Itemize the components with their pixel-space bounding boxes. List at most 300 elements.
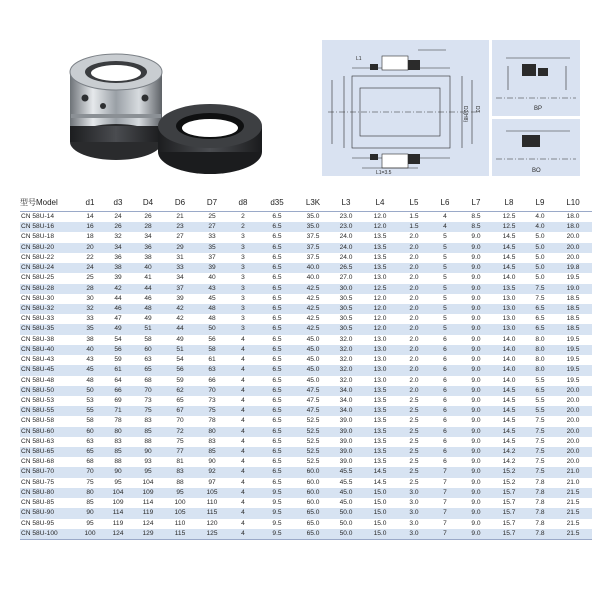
value-cell: 8.0 <box>526 345 554 355</box>
value-cell: 34.0 <box>330 386 362 396</box>
value-cell: 9.0 <box>471 519 481 527</box>
value-cell: 7 <box>443 478 447 486</box>
value-cell: 3 <box>228 324 258 334</box>
value-cell: 104 <box>142 478 154 486</box>
value-cell: 6.5 <box>272 437 282 445</box>
value-cell: 27 <box>176 233 184 241</box>
value-cell: 4 <box>228 467 258 477</box>
value-cell: 18.5 <box>554 304 592 314</box>
table-row <box>20 253 592 263</box>
value-cell: 20.0 <box>554 406 592 416</box>
value-cell: 70 <box>132 386 164 396</box>
value-cell: 43 <box>86 356 94 364</box>
table-row <box>20 508 592 518</box>
value-cell: 18.5 <box>566 315 580 323</box>
value-cell: 4 <box>241 396 245 404</box>
value-cell: 6.5 <box>272 376 282 384</box>
value-cell: 14.2 <box>502 458 516 466</box>
column-header: D4 <box>132 194 164 212</box>
value-cell: 6.5 <box>272 213 282 220</box>
value-cell: 18.5 <box>566 294 580 302</box>
value-cell: 30.5 <box>330 304 362 314</box>
value-cell: 50.0 <box>330 529 362 540</box>
value-cell: 6.5 <box>272 335 282 343</box>
value-cell: 88 <box>144 437 152 445</box>
value-cell: 3.0 <box>398 488 430 498</box>
value-cell: 6 <box>443 458 447 466</box>
value-cell: 78 <box>114 417 122 425</box>
value-cell: 47.5 <box>296 386 330 396</box>
value-cell: 2 <box>241 213 245 220</box>
value-cell: 45 <box>76 365 104 375</box>
value-cell: 15.7 <box>502 499 516 507</box>
value-cell: 6.5 <box>258 345 296 355</box>
column-header: D6 <box>164 194 196 212</box>
value-cell: 20.0 <box>566 437 580 445</box>
value-cell: 1.5 <box>409 213 419 220</box>
value-cell: 34.0 <box>339 396 353 404</box>
value-cell: 45.0 <box>330 488 362 498</box>
value-cell: 35 <box>196 243 228 253</box>
value-cell: 6 <box>430 365 460 375</box>
value-cell: 7.5 <box>526 427 554 437</box>
value-cell: 20.0 <box>554 427 592 437</box>
value-cell: 13.5 <box>362 427 398 437</box>
value-cell: 7.5 <box>535 294 545 302</box>
value-cell: 6.5 <box>526 386 554 396</box>
column-header: d3 <box>104 194 132 212</box>
value-cell: 3 <box>228 263 258 273</box>
value-cell: 5.0 <box>535 253 545 261</box>
model-cell: CN 58U-28 <box>20 284 76 294</box>
value-cell: 32.0 <box>339 335 353 343</box>
column-header: d1 <box>76 194 104 212</box>
value-cell: 7 <box>443 499 447 507</box>
value-cell: 124 <box>104 529 132 540</box>
value-cell: 95 <box>86 519 94 527</box>
value-cell: 59 <box>114 356 122 364</box>
value-cell: 34 <box>144 233 152 241</box>
value-cell: 14.0 <box>502 376 516 384</box>
value-cell: 14.5 <box>502 233 516 241</box>
value-cell: 42 <box>176 315 184 323</box>
value-cell: 30.5 <box>339 294 353 302</box>
value-cell: 15.0 <box>362 529 398 540</box>
value-cell: 7.5 <box>535 437 545 445</box>
value-cell: 6.5 <box>535 315 545 323</box>
value-cell: 19.5 <box>554 365 592 375</box>
value-cell: 19.8 <box>554 263 592 273</box>
value-cell: 3.0 <box>398 508 430 518</box>
value-cell: 40.0 <box>296 263 330 273</box>
value-cell: 68 <box>86 458 94 466</box>
value-cell: 34.0 <box>330 406 362 416</box>
value-cell: 15.0 <box>373 499 387 507</box>
value-cell: 9.0 <box>460 508 492 518</box>
value-cell: 115 <box>196 508 228 518</box>
model-cell: CN 58U-30 <box>21 294 54 302</box>
value-cell: 80 <box>196 427 228 437</box>
value-cell: 20 <box>76 243 104 253</box>
value-cell: 90 <box>76 508 104 518</box>
model-cell: CN 58U-80 <box>20 488 76 498</box>
value-cell: 6.5 <box>526 324 554 334</box>
table-row <box>20 324 592 334</box>
value-cell: 6 <box>443 396 447 404</box>
value-cell: 13.5 <box>492 284 526 294</box>
value-cell: 5 <box>430 243 460 253</box>
value-cell: 60.0 <box>306 478 320 486</box>
value-cell: 13.0 <box>502 315 516 323</box>
value-cell: 78 <box>208 417 216 425</box>
value-cell: 14.5 <box>492 406 526 416</box>
value-cell: 93 <box>144 458 152 466</box>
value-cell: 35 <box>76 324 104 334</box>
value-cell: 71 <box>104 406 132 416</box>
value-cell: 6 <box>430 386 460 396</box>
value-cell: 20.0 <box>554 386 592 396</box>
value-cell: 9.0 <box>471 335 481 343</box>
value-cell: 9.0 <box>460 529 492 540</box>
column-header: D7 <box>196 194 228 212</box>
value-cell: 42 <box>104 284 132 294</box>
value-cell: 13.0 <box>373 335 387 343</box>
value-cell: 15.7 <box>492 508 526 518</box>
value-cell: 19.5 <box>566 356 580 364</box>
value-cell: 65.0 <box>296 529 330 540</box>
value-cell: 2.0 <box>409 274 419 282</box>
value-cell: 12.0 <box>373 315 387 323</box>
value-cell: 66 <box>104 386 132 396</box>
value-cell: 56 <box>208 335 216 343</box>
value-cell: 39.0 <box>330 427 362 437</box>
value-cell: 4 <box>241 519 245 527</box>
value-cell: 9.0 <box>471 458 481 466</box>
value-cell: 39 <box>196 263 228 273</box>
value-cell: 58 <box>196 345 228 355</box>
value-cell: 70 <box>76 467 104 477</box>
value-cell: 5.0 <box>535 274 545 282</box>
value-cell: 119 <box>112 519 124 527</box>
value-cell: 114 <box>142 499 154 507</box>
value-cell: 67 <box>164 406 196 416</box>
value-cell: 6 <box>430 447 460 457</box>
value-cell: 8.0 <box>535 335 545 343</box>
value-cell: 54 <box>114 335 122 343</box>
value-cell: 9.0 <box>460 427 492 437</box>
value-cell: 63 <box>144 356 152 364</box>
value-cell: 5.0 <box>526 243 554 253</box>
value-cell: 6.5 <box>272 478 282 486</box>
value-cell: 4 <box>241 356 245 364</box>
value-cell: 3 <box>228 243 258 253</box>
value-cell: 39.0 <box>339 437 353 445</box>
value-cell: 20.0 <box>554 447 592 457</box>
model-cell: CN 58U-100 <box>20 529 76 540</box>
value-cell: 27 <box>196 222 228 232</box>
value-cell: 45 <box>208 294 216 302</box>
value-cell: 15.2 <box>502 478 516 486</box>
value-cell: 109 <box>112 499 124 507</box>
value-cell: 9.0 <box>471 437 481 445</box>
value-cell: 77 <box>164 447 196 457</box>
value-cell: 4 <box>241 499 245 507</box>
value-cell: 25 <box>86 274 94 282</box>
value-cell: 4 <box>241 478 245 486</box>
value-cell: 21.5 <box>554 488 592 498</box>
value-cell: 5.0 <box>535 233 545 241</box>
value-cell: 39 <box>176 294 184 302</box>
value-cell: 18 <box>86 233 94 241</box>
value-cell: 42.5 <box>296 324 330 334</box>
model-cell: CN 58U-68 <box>21 458 54 466</box>
value-cell: 8.5 <box>471 213 481 220</box>
value-cell: 42.5 <box>306 315 320 323</box>
value-cell: 19.5 <box>566 376 580 384</box>
value-cell: 80 <box>104 427 132 437</box>
model-cell: CN 58U-35 <box>20 324 76 334</box>
value-cell: 75 <box>86 478 94 486</box>
value-cell: 14.5 <box>502 396 516 404</box>
value-cell: 9.5 <box>258 508 296 518</box>
value-cell: 42.5 <box>296 304 330 314</box>
value-cell: 26 <box>104 222 132 232</box>
value-cell: 32.0 <box>339 356 353 364</box>
value-cell: 24 <box>114 213 122 220</box>
value-cell: 35.0 <box>296 222 330 232</box>
value-cell: 45.0 <box>306 335 320 343</box>
model-cell: CN 58U-75 <box>21 478 54 486</box>
value-cell: 14.5 <box>502 437 516 445</box>
value-cell: 9.0 <box>460 365 492 375</box>
value-cell: 14.0 <box>492 345 526 355</box>
value-cell: 32.0 <box>330 365 362 375</box>
model-cell: CN 58U-95 <box>21 519 54 527</box>
table-row <box>20 488 592 498</box>
value-cell: 49 <box>176 335 184 343</box>
value-cell: 2.0 <box>409 294 419 302</box>
value-cell: 7.8 <box>535 519 545 527</box>
value-cell: 52.5 <box>296 447 330 457</box>
value-cell: 21.5 <box>566 519 580 527</box>
value-cell: 4 <box>241 417 245 425</box>
value-cell: 14.0 <box>502 335 516 343</box>
drawing-label-bp: BP <box>534 106 543 112</box>
value-cell: 20.0 <box>566 458 580 466</box>
value-cell: 6 <box>443 356 447 364</box>
value-cell: 81 <box>176 458 184 466</box>
value-cell: 2.5 <box>398 467 430 477</box>
value-cell: 36 <box>132 243 164 253</box>
value-cell: 14.5 <box>362 467 398 477</box>
value-cell: 14.5 <box>492 263 526 273</box>
value-cell: 60.0 <box>296 467 330 477</box>
value-cell: 20.0 <box>554 243 592 253</box>
table-row <box>20 386 592 396</box>
table-row <box>20 437 592 447</box>
table-row <box>20 416 592 426</box>
value-cell: 13.0 <box>362 345 398 355</box>
value-cell: 75 <box>196 406 228 416</box>
value-cell: 13.5 <box>373 437 387 445</box>
value-cell: 9.0 <box>460 304 492 314</box>
value-cell: 59 <box>176 376 184 384</box>
value-cell: 2.0 <box>409 335 419 343</box>
value-cell: 6.5 <box>272 315 282 323</box>
value-cell: 9.0 <box>460 284 492 294</box>
value-cell: 50.0 <box>330 508 362 518</box>
value-cell: 7.5 <box>526 447 554 457</box>
value-cell: 9.0 <box>460 406 492 416</box>
value-cell: 52.5 <box>306 437 320 445</box>
value-cell: 25 <box>208 213 216 220</box>
value-cell: 6.5 <box>526 304 554 314</box>
value-cell: 22 <box>86 253 94 261</box>
model-cell: CN 58U-63 <box>21 437 54 445</box>
model-cell: CN 58U-60 <box>20 427 76 437</box>
value-cell: 6 <box>443 417 447 425</box>
value-cell: 9.5 <box>258 529 296 540</box>
value-cell: 13.0 <box>362 365 398 375</box>
value-cell: 8.5 <box>460 222 492 232</box>
value-cell: 28 <box>132 222 164 232</box>
value-cell: 40 <box>132 263 164 273</box>
value-cell: 9.0 <box>471 294 481 302</box>
value-cell: 2.0 <box>409 233 419 241</box>
value-cell: 9.0 <box>471 478 481 486</box>
value-cell: 4.0 <box>535 213 545 220</box>
value-cell: 6.5 <box>258 304 296 314</box>
model-cell: CN 58U-20 <box>20 243 76 253</box>
model-cell: CN 58U-85 <box>21 499 54 507</box>
value-cell: 48 <box>208 315 216 323</box>
value-cell: 13.5 <box>373 458 387 466</box>
value-cell: 2.0 <box>409 253 419 261</box>
value-cell: 4 <box>228 508 258 518</box>
model-cell: CN 58U-38 <box>21 335 54 343</box>
value-cell: 13.0 <box>492 304 526 314</box>
value-cell: 2.5 <box>409 396 419 404</box>
value-cell: 114 <box>104 508 132 518</box>
value-cell: 13.5 <box>362 243 398 253</box>
value-cell: 69 <box>114 396 122 404</box>
model-cell: CN 58U-43 <box>21 356 54 364</box>
value-cell: 92 <box>196 467 228 477</box>
value-cell: 105 <box>164 508 196 518</box>
value-cell: 6.5 <box>258 365 296 375</box>
table-row <box>20 304 592 314</box>
value-cell: 65 <box>176 396 184 404</box>
value-cell: 30.5 <box>330 324 362 334</box>
value-cell: 19.5 <box>566 335 580 343</box>
value-cell: 5 <box>430 324 460 334</box>
value-cell: 6 <box>430 345 460 355</box>
value-cell: 30 <box>86 294 94 302</box>
value-cell: 9.0 <box>471 417 481 425</box>
value-cell: 7 <box>430 467 460 477</box>
value-cell: 56 <box>164 365 196 375</box>
value-cell: 15.7 <box>502 519 516 527</box>
model-cell: CN 58U-32 <box>20 304 76 314</box>
value-cell: 9.5 <box>272 519 282 527</box>
value-cell: 75 <box>176 437 184 445</box>
value-cell: 4 <box>241 376 245 384</box>
value-cell: 45.0 <box>296 345 330 355</box>
value-cell: 20.0 <box>566 396 580 404</box>
value-cell: 7.8 <box>535 499 545 507</box>
value-cell: 88 <box>114 458 122 466</box>
value-cell: 119 <box>132 508 164 518</box>
value-cell: 12.5 <box>502 213 516 220</box>
value-cell: 63 <box>86 437 94 445</box>
value-cell: 6.5 <box>258 406 296 416</box>
value-cell: 65.0 <box>306 519 320 527</box>
value-cell: 120 <box>206 519 218 527</box>
value-cell: 13.0 <box>492 324 526 334</box>
value-cell: 4.0 <box>526 222 554 232</box>
table-row <box>20 529 592 540</box>
value-cell: 15.0 <box>362 488 398 498</box>
column-header: d8 <box>228 194 258 212</box>
value-cell: 2.0 <box>398 304 430 314</box>
value-cell: 3 <box>228 284 258 294</box>
value-cell: 90 <box>208 458 216 466</box>
value-cell: 2.0 <box>409 315 419 323</box>
value-cell: 13.5 <box>373 233 387 241</box>
value-cell: 9.5 <box>272 499 282 507</box>
value-cell: 13.5 <box>373 396 387 404</box>
model-cell: CN 58U-33 <box>21 315 54 323</box>
value-cell: 7 <box>430 488 460 498</box>
value-cell: 2 <box>228 222 258 232</box>
value-cell: 2.0 <box>398 284 430 294</box>
value-cell: 129 <box>132 529 164 540</box>
value-cell: 30.0 <box>330 284 362 294</box>
value-cell: 4 <box>443 213 447 220</box>
model-cell: CN 58U-65 <box>20 447 76 457</box>
value-cell: 66 <box>208 376 216 384</box>
value-cell: 7.5 <box>526 284 554 294</box>
value-cell: 4 <box>228 427 258 437</box>
value-cell: 2.5 <box>398 406 430 416</box>
value-cell: 4 <box>241 437 245 445</box>
value-cell: 7.5 <box>535 417 545 425</box>
value-cell: 85 <box>132 427 164 437</box>
value-cell: 6 <box>443 437 447 445</box>
value-cell: 3 <box>241 253 245 261</box>
value-cell: 3 <box>241 274 245 282</box>
value-cell: 14 <box>86 213 94 220</box>
table-row <box>20 447 592 457</box>
value-cell: 6.5 <box>258 386 296 396</box>
value-cell: 23.0 <box>330 222 362 232</box>
table-row <box>20 345 592 355</box>
value-cell: 14.5 <box>373 478 387 486</box>
value-cell: 3.0 <box>409 519 419 527</box>
value-cell: 18.5 <box>554 324 592 334</box>
value-cell: 42.5 <box>306 294 320 302</box>
column-header: L10 <box>554 194 592 212</box>
value-cell: 9.0 <box>471 233 481 241</box>
value-cell: 1.5 <box>398 222 430 232</box>
value-cell: 14.0 <box>502 356 516 364</box>
value-cell: 83 <box>114 437 122 445</box>
value-cell: 40.0 <box>306 274 320 282</box>
value-cell: 23.0 <box>339 213 353 220</box>
value-cell: 4 <box>228 365 258 375</box>
value-cell: 13.5 <box>373 253 387 261</box>
value-cell: 105 <box>196 488 228 498</box>
